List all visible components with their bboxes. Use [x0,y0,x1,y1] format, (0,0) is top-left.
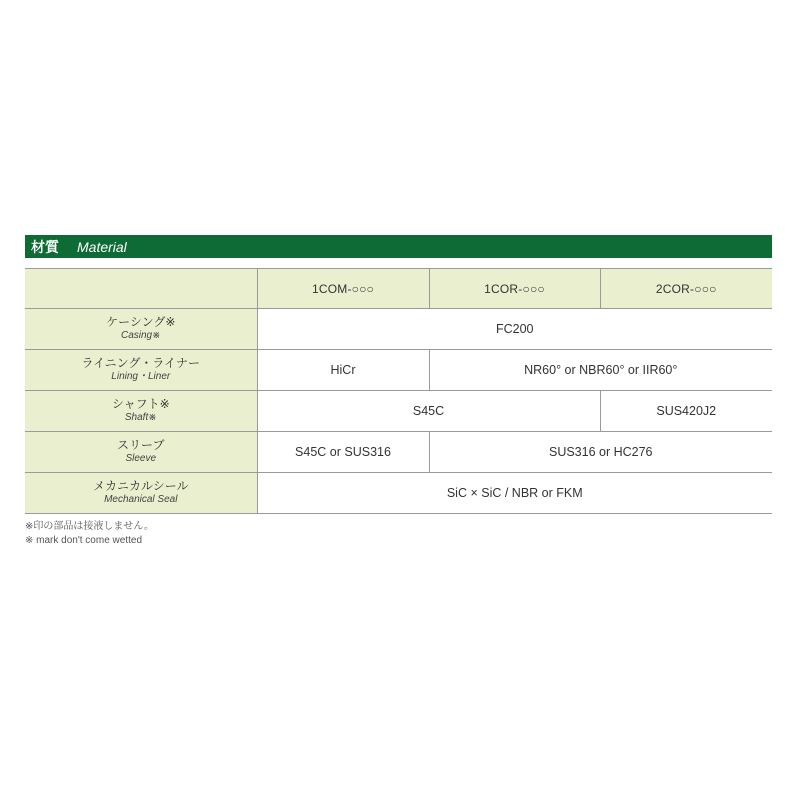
row-label-en: Shaft※ [124,412,157,423]
casing-material-cell: FC200 [257,309,772,350]
row-label-en: Lining・Liner [111,371,171,382]
section-header [25,235,772,258]
table-row-sleeve [25,432,772,473]
table-row-casing [25,309,772,350]
section-title-en: Material [77,238,127,255]
footnote-jp: ※印の部品は接液しません。 [25,521,154,532]
row-label-jp: ケーシング※ [106,315,176,329]
row-label-lining [25,350,257,391]
row-label-en: Sleeve [125,453,157,464]
table-row-lining [25,350,772,391]
row-label-jp: シャフト※ [111,397,170,411]
material-table [25,268,772,514]
row-label-shaft [25,391,257,432]
sleeve-1com-cell: S45C or SUS316 [257,432,429,473]
table-row-mechanical-seal [25,473,772,514]
table-header-row [25,269,772,309]
section-title-jp: 材質 [31,238,59,255]
row-label-jp: スリーブ [117,438,165,452]
mechanical-seal-material-cell: SiC × SiC / NBR or FKM [257,473,772,514]
row-label-sleeve [25,432,257,473]
footnotes [25,520,154,548]
column-header-2cor: 2COR-○○○ [600,269,772,309]
row-label-en: Casing※ [120,330,161,341]
footnote-en: ※ mark don't come wetted [25,535,143,546]
row-label-jp: メカニカルシール [93,479,189,493]
table-row-shaft [25,391,772,432]
column-header-1com: 1COM-○○○ [257,269,429,309]
table-corner-cell [25,269,257,309]
row-label-en: Mechanical Seal [104,494,178,505]
lining-1cor-2cor-cell: NR60° or NBR60° or IIR60° [429,350,772,391]
shaft-2cor-cell: SUS420J2 [600,391,772,432]
row-label-jp: ライニング・ライナー [81,356,201,370]
lining-1com-cell: HiCr [257,350,429,391]
row-label-casing [25,309,257,350]
sleeve-1cor-2cor-cell: SUS316 or HC276 [429,432,772,473]
shaft-1com-1cor-cell: S45C [257,391,600,432]
row-label-mechanical-seal [25,473,257,514]
column-header-1cor: 1COR-○○○ [429,269,600,309]
